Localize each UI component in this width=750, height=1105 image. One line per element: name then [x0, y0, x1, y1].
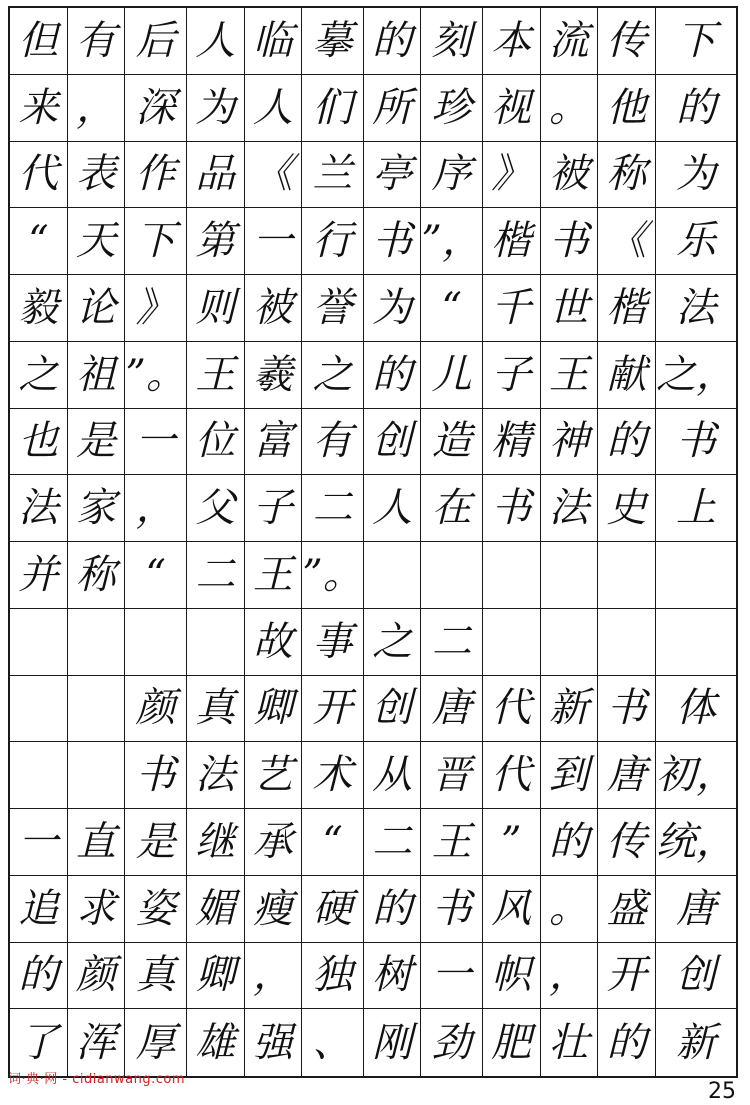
grid-cell — [68, 676, 126, 743]
grid-cell: ， — [68, 75, 126, 142]
grid-cell: 》 — [483, 142, 541, 209]
grid-cell: 浑 — [68, 1009, 126, 1076]
grid-cell: 被 — [541, 142, 599, 209]
grid-cell: 之 — [302, 342, 363, 409]
grid-cell: 的 — [656, 75, 736, 142]
grid-cell: 一 — [245, 208, 303, 275]
grid-cell: 二 — [421, 609, 482, 676]
grid-cell: 艺 — [245, 742, 303, 809]
grid-cell: 摹 — [302, 8, 363, 75]
page-number: 25 — [708, 1079, 736, 1104]
grid-cell: 强 — [245, 1009, 303, 1076]
grid-cell: 初， — [656, 742, 736, 809]
grid-cell: 王 — [187, 342, 245, 409]
grid-cell: 人 — [245, 75, 303, 142]
grid-cell: 雄 — [187, 1009, 245, 1076]
grid-cell: 体 — [656, 676, 736, 743]
grid-cell — [10, 676, 68, 743]
grid-cell: 千 — [483, 275, 541, 342]
grid-cell: 神 — [541, 409, 599, 476]
grid-cell: 之， — [656, 342, 736, 409]
grid-cell: “ — [125, 542, 186, 609]
grid-cell: 的 — [10, 943, 68, 1010]
grid-cell — [421, 542, 482, 609]
grid-cell: 天 — [68, 208, 126, 275]
grid-cell: 一 — [421, 943, 482, 1010]
grid-cell: 书 — [541, 208, 599, 275]
grid-cell: 亭 — [364, 142, 422, 209]
grid-cell: 传 — [598, 8, 656, 75]
grid-cell — [10, 742, 68, 809]
grid-cell: 论 — [68, 275, 126, 342]
grid-cell: 后 — [125, 8, 186, 75]
grid-cell: 有 — [302, 409, 363, 476]
grid-cell: 是 — [68, 409, 126, 476]
grid-cell: 肥 — [483, 1009, 541, 1076]
grid-cell: 统， — [656, 809, 736, 876]
grid-cell: 继 — [187, 809, 245, 876]
grid-cell — [483, 542, 541, 609]
grid-cell: 为 — [656, 142, 736, 209]
grid-cell: 真 — [125, 943, 186, 1010]
grid-cell: 序 — [421, 142, 482, 209]
grid-cell: 创 — [364, 676, 422, 743]
grid-cell: 》 — [125, 275, 186, 342]
grid-cell: 创 — [656, 943, 736, 1010]
grid-cell: 他 — [598, 75, 656, 142]
grid-cell: 的 — [364, 876, 422, 943]
grid-cell: 称 — [68, 542, 126, 609]
grid-cell: 卿 — [187, 943, 245, 1010]
grid-cell: 的 — [598, 1009, 656, 1076]
grid-cell — [598, 609, 656, 676]
grid-cell: 《 — [245, 142, 303, 209]
grid-cell: 真 — [187, 676, 245, 743]
grid-cell — [598, 542, 656, 609]
grid-cell: “ — [302, 809, 363, 876]
grid-cell: 风 — [483, 876, 541, 943]
grid-cell: 二 — [302, 475, 363, 542]
grid-cell: 王 — [245, 542, 303, 609]
grid-cell: 书 — [598, 676, 656, 743]
grid-cell: 书 — [125, 742, 186, 809]
grid-cell: 所 — [364, 75, 422, 142]
grid-cell: 献 — [598, 342, 656, 409]
grid-cell: 有 — [68, 8, 126, 75]
grid-cell: 代 — [483, 742, 541, 809]
grid-cell: 之 — [10, 342, 68, 409]
grid-cell: 求 — [68, 876, 126, 943]
grid-cell: “ — [10, 208, 68, 275]
grid-cell: 法 — [656, 275, 736, 342]
grid-cell: ”。 — [302, 542, 363, 609]
grid-cell: 本 — [483, 8, 541, 75]
grid-cell: 临 — [245, 8, 303, 75]
grid-cell: 品 — [187, 142, 245, 209]
grid-cell — [187, 609, 245, 676]
grid-cell: 称 — [598, 142, 656, 209]
grid-cell: 视 — [483, 75, 541, 142]
grid-cell: 也 — [10, 409, 68, 476]
grid-cell: 在 — [421, 475, 482, 542]
grid-cell — [656, 542, 736, 609]
grid-cell: 树 — [364, 943, 422, 1010]
grid-cell: 儿 — [421, 342, 482, 409]
grid-cell: 富 — [245, 409, 303, 476]
grid-cell: 瘦 — [245, 876, 303, 943]
grid-cell: 唐 — [598, 742, 656, 809]
grid-cell: 并 — [10, 542, 68, 609]
grid-cell: 壮 — [541, 1009, 599, 1076]
grid-cell: 新 — [541, 676, 599, 743]
grid-cell: 刚 — [364, 1009, 422, 1076]
grid-cell: 承 — [245, 809, 303, 876]
grid-cell — [125, 609, 186, 676]
grid-cell: 书 — [421, 876, 482, 943]
grid-cell: 楷 — [598, 275, 656, 342]
grid-cell: 传 — [598, 809, 656, 876]
grid-cell: 术 — [302, 742, 363, 809]
grid-cell: 第 — [187, 208, 245, 275]
grid-cell: 表 — [68, 142, 126, 209]
grid-cell: 王 — [421, 809, 482, 876]
grid-cell: 被 — [245, 275, 303, 342]
grid-cell: 的 — [364, 342, 422, 409]
grid-cell: 的 — [364, 8, 422, 75]
grid-cell: ”， — [421, 208, 482, 275]
grid-cell: 开 — [302, 676, 363, 743]
grid-cell: 为 — [364, 275, 422, 342]
grid-cell: 则 — [187, 275, 245, 342]
grid-cell: 二 — [187, 542, 245, 609]
grid-cell: 下 — [125, 208, 186, 275]
grid-cell: 人 — [187, 8, 245, 75]
grid-cell: 《 — [598, 208, 656, 275]
grid-cell: 位 — [187, 409, 245, 476]
grid-cell: 之 — [364, 609, 422, 676]
grid-cell: ” — [483, 809, 541, 876]
grid-cell — [10, 609, 68, 676]
grid-cell: 创 — [364, 409, 422, 476]
grid-cell: 祖 — [68, 342, 126, 409]
grid-cell: 劲 — [421, 1009, 482, 1076]
grid-cell: 法 — [10, 475, 68, 542]
grid-cell: 媚 — [187, 876, 245, 943]
grid-cell: 但 — [10, 8, 68, 75]
grid-cell: 下 — [656, 8, 736, 75]
grid-cell: 到 — [541, 742, 599, 809]
grid-cell: 唐 — [656, 876, 736, 943]
grid-cell: 姿 — [125, 876, 186, 943]
grid-cell: 誉 — [302, 275, 363, 342]
grid-cell: ， — [541, 943, 599, 1010]
grid-cell — [68, 609, 126, 676]
grid-cell: 二 — [364, 809, 422, 876]
grid-cell: 。 — [541, 75, 599, 142]
grid-cell: 是 — [125, 809, 186, 876]
grid-cell: ， — [125, 475, 186, 542]
grid-cell — [656, 609, 736, 676]
grid-cell: 开 — [598, 943, 656, 1010]
grid-cell: 珍 — [421, 75, 482, 142]
grid-cell: 的 — [598, 409, 656, 476]
grid-cell: 事 — [302, 609, 363, 676]
grid-cell: 作 — [125, 142, 186, 209]
grid-cell: 乐 — [656, 208, 736, 275]
grid-cell: 直 — [68, 809, 126, 876]
grid-cell: 厚 — [125, 1009, 186, 1076]
grid-cell: 卿 — [245, 676, 303, 743]
grid-cell: 深 — [125, 75, 186, 142]
grid-cell: 世 — [541, 275, 599, 342]
grid-cell: 刻 — [421, 8, 482, 75]
grid-cell — [541, 609, 599, 676]
grid-cell: 晋 — [421, 742, 482, 809]
grid-cell: 子 — [245, 475, 303, 542]
grid-cell: 上 — [656, 475, 736, 542]
grid-cell: 从 — [364, 742, 422, 809]
grid-cell: ”。 — [125, 342, 186, 409]
grid-cell: 们 — [302, 75, 363, 142]
grid-cell: 人 — [364, 475, 422, 542]
grid-cell: 故 — [245, 609, 303, 676]
grid-cell: 楷 — [483, 208, 541, 275]
calligraphy-practice-grid — [8, 6, 738, 1078]
grid-cell: 代 — [10, 142, 68, 209]
grid-cell: 毅 — [10, 275, 68, 342]
grid-cell: 兰 — [302, 142, 363, 209]
grid-cell: 法 — [541, 475, 599, 542]
grid-cell: 代 — [483, 676, 541, 743]
grid-cell: 父 — [187, 475, 245, 542]
grid-cell: 书 — [656, 409, 736, 476]
grid-cell: 书 — [364, 208, 422, 275]
grid-cell: “ — [421, 275, 482, 342]
grid-cell: 新 — [676, 1019, 716, 1066]
grid-cell: 精 — [483, 409, 541, 476]
grid-cell: 羲 — [245, 342, 303, 409]
grid-cell — [364, 542, 422, 609]
grid-cell: ， — [245, 943, 303, 1010]
grid-cell: 一 — [10, 809, 68, 876]
grid-cell: 硬 — [302, 876, 363, 943]
grid-cell: 。 — [541, 876, 599, 943]
grid-cell — [68, 742, 126, 809]
grid-cell: 子 — [483, 342, 541, 409]
grid-cell: 独 — [302, 943, 363, 1010]
grid-cell: 行 — [302, 208, 363, 275]
grid-cell: 追 — [10, 876, 68, 943]
grid-cell: 书 — [483, 475, 541, 542]
grid-cell: 流 — [541, 8, 599, 75]
grid-cell: 王 — [541, 342, 599, 409]
grid-cell: 为 — [187, 75, 245, 142]
grid-cell: 颜 — [68, 943, 126, 1010]
grid-cell: 一 — [125, 409, 186, 476]
grid-cell: 了 — [10, 1009, 68, 1076]
grid-cell: 家 — [68, 475, 126, 542]
grid-cell: 法 — [187, 742, 245, 809]
grid-cell: 来 — [10, 75, 68, 142]
grid-cell: 的 — [541, 809, 599, 876]
grid-cell — [541, 542, 599, 609]
grid-cell: 盛 — [598, 876, 656, 943]
grid-cell: 史 — [598, 475, 656, 542]
grid-cell: 造 — [421, 409, 482, 476]
grid-cell: 帜 — [483, 943, 541, 1010]
grid-cell: 颜 — [125, 676, 186, 743]
site-watermark: 词·典·网 - cidianwang.com — [8, 1072, 186, 1087]
grid-cell: 、 — [302, 1009, 363, 1076]
grid-cell: 唐 — [421, 676, 482, 743]
grid-cell — [483, 609, 541, 676]
